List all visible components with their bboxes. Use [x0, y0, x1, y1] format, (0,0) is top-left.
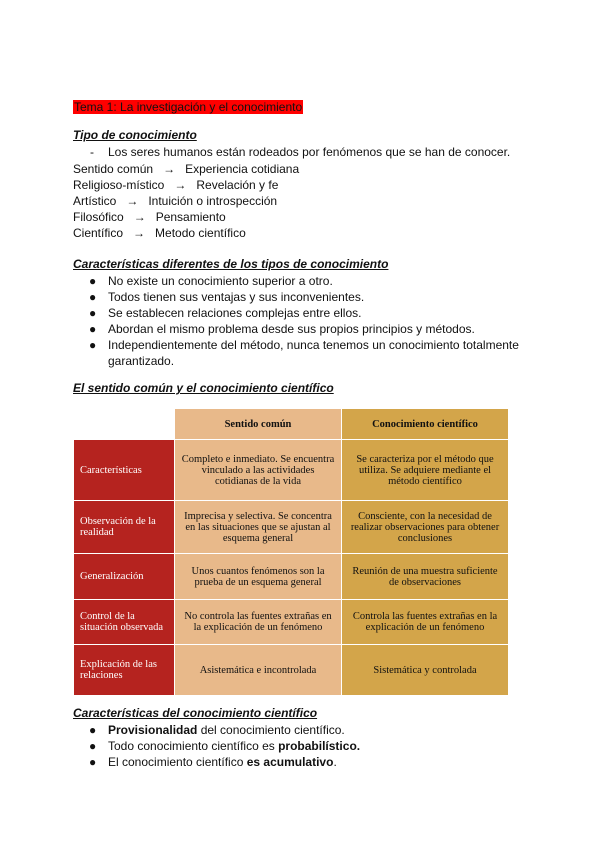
item-text: . — [333, 755, 337, 769]
arrow-icon: → — [133, 226, 146, 240]
type-value: Experiencia cotidiana — [185, 162, 300, 176]
table-cell: Sistemática y controlada — [342, 645, 509, 696]
intro-text: Los seres humanos están rodeados por fenómenos que se han de conocer. — [108, 145, 511, 159]
arrow-icon: → — [163, 162, 176, 176]
dash-marker: - — [90, 145, 94, 159]
table-corner-cell — [74, 409, 175, 440]
row-label: Explicación de las relaciones — [74, 645, 175, 696]
item-text: Todo conocimiento científico es — [108, 739, 279, 753]
list-item: Abordan el mismo problema desde sus propios principios y métodos. — [108, 322, 475, 336]
bold-term: Provisionalidad — [108, 723, 198, 737]
type-row — [73, 178, 278, 192]
type-row — [73, 194, 277, 208]
type-value: Intuición o introspección — [148, 194, 278, 208]
page-title: Tema 1: La investigación y el conocimiento — [74, 100, 303, 114]
arrow-icon: → — [133, 210, 146, 224]
list-item — [108, 738, 548, 754]
table-row — [74, 440, 509, 501]
row-label: Control de la situación observada — [74, 600, 175, 645]
table-cell: Controla las fuentes extrañas en la explicación de un fenómeno — [342, 600, 509, 645]
table-cell: Completo e inmediato. Se encuentra vinculado a las actividades cotidianas de la vida — [175, 440, 342, 501]
arrow-icon: → — [174, 178, 187, 192]
row-label: Características — [74, 440, 175, 501]
type-value: Metodo científico — [155, 226, 246, 240]
type-value: Pensamiento — [155, 210, 226, 224]
comparison-table — [73, 408, 509, 696]
bullet-icon: ● — [89, 338, 97, 352]
type-name: Sentido común — [73, 162, 154, 176]
table-cell: Reunión de una muestra suficiente de observaciones — [342, 554, 509, 600]
type-row — [73, 210, 226, 224]
bullet-icon: ● — [89, 274, 97, 288]
table-row — [74, 501, 509, 554]
column-header: Sentido común — [175, 409, 342, 440]
section-heading-comparacion: El sentido común y el conocimiento científico — [73, 381, 334, 395]
table-row — [74, 645, 509, 696]
type-name: Científico — [73, 226, 124, 240]
type-name: Religioso-místico — [73, 178, 165, 192]
list-item — [108, 754, 548, 770]
bold-term: es acumulativo — [246, 755, 334, 769]
table-cell: Se caracteriza por el método que utiliza. Se adquiere mediante el método científico — [342, 440, 509, 501]
table-cell: Consciente, con la necesidad de realizar observaciones para obtener conclusiones — [342, 501, 509, 554]
list-item: No existe un conocimiento superior a otro. — [108, 274, 333, 288]
row-label: Generalización — [74, 554, 175, 600]
section-heading-caracteristicas: Características diferentes de los tipos de conocimiento — [73, 257, 389, 271]
item-text: El conocimiento científico — [108, 755, 247, 769]
row-label: Observación de la realidad — [74, 501, 175, 554]
type-name: Artístico — [73, 194, 117, 208]
bullet-icon: ● — [89, 723, 97, 737]
bold-term: probabilístico. — [278, 739, 361, 753]
table-header-row — [74, 409, 509, 440]
bullet-icon: ● — [89, 306, 97, 320]
table-cell: Imprecisa y selectiva. Se concentra en las situaciones que se ajustan al esquema general — [175, 501, 342, 554]
table-cell: Unos cuantos fenómenos son la prueba de un esquema general — [175, 554, 342, 600]
table-row — [74, 554, 509, 600]
section-heading-cientifico: Características del conocimiento científico — [73, 706, 318, 720]
table-cell: Asistemática e incontrolada — [175, 645, 342, 696]
list-item: Se establecen relaciones complejas entre ellos. — [108, 306, 362, 320]
bullet-icon: ● — [89, 322, 97, 336]
list-item — [108, 722, 548, 738]
type-row — [73, 162, 299, 176]
type-row — [73, 226, 246, 240]
table-cell: No controla las fuentes extrañas en la explicación de un fenómeno — [175, 600, 342, 645]
arrow-icon: → — [126, 194, 139, 208]
list-item: Todos tienen sus ventajas y sus inconvenientes. — [108, 290, 365, 304]
table-row — [74, 600, 509, 645]
bullet-icon: ● — [89, 755, 97, 769]
column-header: Conocimiento científico — [342, 409, 509, 440]
type-value: Revelación y fe — [196, 178, 279, 192]
section-heading-tipo: Tipo de conocimiento — [73, 128, 197, 142]
list-item: Independientemente del método, nunca tenemos un conocimiento totalmente garantizado. — [108, 338, 519, 368]
item-text: del conocimiento científico. — [197, 723, 345, 737]
type-name: Filosófico — [73, 210, 124, 224]
bullet-icon: ● — [89, 290, 97, 304]
bullet-icon: ● — [89, 739, 97, 753]
